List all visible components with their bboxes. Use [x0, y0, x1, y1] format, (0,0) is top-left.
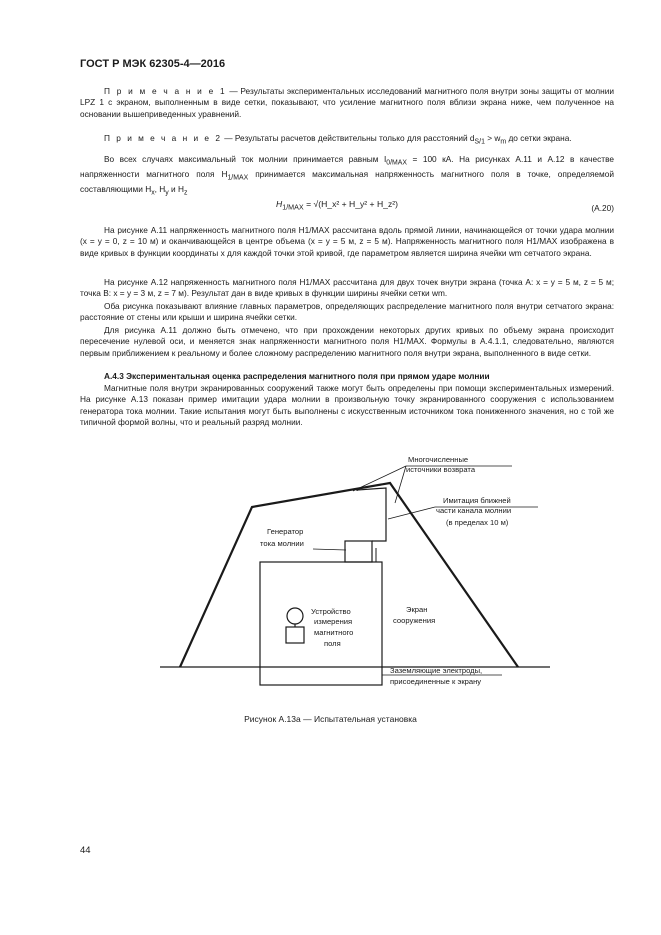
- lightning-channel: [357, 488, 386, 541]
- label-screen-2: сооружения: [393, 616, 436, 625]
- label-channel-1: Имитация ближней: [443, 496, 511, 505]
- label-device-3: магнитного: [314, 628, 354, 637]
- p1-sub-2: 1/MAX: [227, 174, 249, 182]
- document-header: ГОСТ Р МЭК 62305-4—2016: [80, 58, 226, 70]
- label-generator-1: Генератор: [267, 527, 304, 536]
- note-2-label: П р и м е ч а н и е 2: [104, 133, 222, 143]
- note-2-text: — Результаты расчетов действительны только для расстояний d: [221, 133, 475, 143]
- generator-box: [345, 541, 372, 562]
- label-generator-2: тока молнии: [260, 539, 304, 548]
- paragraph-6: Магнитные поля внутри экранированных сооружений также могут быть определены при помощи экспериментальных измерений. На рисунке А.13 показан пример имитации удара молнии в произвольную точку экранированного сооружения с использованием генератора тока молнии. Такие испытания могут быть выполнены с искусственным источником тока пониженного значения, но с той же типичной формой волны, что и реальный разряд молнии.: [80, 383, 614, 428]
- label-screen-1: Экран: [406, 605, 428, 614]
- note-2-end: до сетки экрана.: [506, 133, 572, 143]
- paragraph-2: На рисунке А.11 напряженность магнитного поля H1/MAX рассчитана вдоль прямой линии, начинающейся от точки удара молнии (x = y = 0, z = 10 м) и оканчивающейся в центре объема (x = y = 5 м, z = 5 м). Напряженность магнитного поля H1/MAX изображена в виде кривых в функции координаты x для каждой точки этой кривой, где параметром является ширина ячейки wm сетчатого экрана.: [80, 225, 614, 258]
- p1-sub-z: z: [183, 189, 188, 197]
- note-1: [80, 86, 614, 120]
- paragraph-3: На рисунке А.12 напряженность магнитного поля H1/MAX рассчитана для двух точек внутри экрана (точка А: x = y = 5 м, z = 5 м; точка В: x = y = 3 м, z = 7 м). Результат дан в виде кривых в функции ширины ячейки сетки wm.: [80, 277, 614, 299]
- note-1-text: — Результаты экспериментальных исследований магнитного поля внутри зоны защиты от молнии LPZ 1 с экраном, выполненным в виде сетки, показывают, что усиление магнитного поля вблизи экрана ниже, чем полученное на основании вышеприведенных уравнений.: [80, 86, 614, 119]
- figure-test-setup: [150, 455, 570, 710]
- label-sources-1: Многочисленные: [408, 455, 469, 464]
- p1-sub-1: 0/MAX: [386, 159, 407, 167]
- formula-rhs: = √(H_x² + H_y² + H_z²): [306, 199, 398, 209]
- label-channel-2: части канала молнии: [436, 506, 512, 515]
- formula-lhs-sub: 1/MAX: [282, 203, 304, 212]
- formula-number: (A.20): [591, 203, 614, 213]
- note-2-sub2: m: [500, 138, 507, 146]
- formula-a20: [276, 199, 398, 212]
- label-ground-2: присоединенные к экрану: [390, 677, 482, 686]
- note-2: [80, 133, 614, 148]
- paragraph-4: Оба рисунка показывают влияние главных параметров, определяющих распределение магнитного поля внутри сетчатого экрана: расстояние от стены или крыши и ширина ячейки сетки.: [80, 301, 614, 323]
- paragraph-1: [80, 154, 614, 199]
- p1-part-c: принимается максимальная напряженность магнитного поля в точке, определяемой составляющими H: [80, 169, 614, 195]
- label-device-4: поля: [324, 639, 341, 648]
- label-channel-3: (в пределах 10 м): [446, 518, 509, 527]
- p1-sub-x: x: [151, 189, 155, 197]
- paragraph-5: Для рисунка А.11 должно быть отмечено, что при прохождении некоторых других кривых по объему экрана происходит пересечение нулевой оси, и меняется знак напряженности магнитного поля H1/MAX. Формулы в А.4.1.1, следовательно, являются первым приближением к реальному и более сложному распределению магнитного поля внутри экрана, выполненного в виде сетки.: [80, 325, 614, 358]
- p1-part-d: , H: [154, 184, 166, 195]
- note-2-sub: S/1: [474, 138, 485, 146]
- leader-generator: [313, 549, 346, 550]
- figure-caption: Рисунок А.13а — Испытательная установка: [244, 714, 417, 724]
- label-sources-2: источники возврата: [406, 465, 476, 474]
- p1-part-a: Во всех случаях максимальный ток молнии принимается равным I: [104, 154, 387, 164]
- page-number: 44: [80, 845, 91, 856]
- sensor-body: [286, 627, 304, 643]
- sensor-loop: [287, 608, 303, 624]
- leader-channel-a: [388, 507, 435, 519]
- label-device-2: измерения: [314, 617, 353, 626]
- figure-diagram: [150, 455, 570, 705]
- p1-part-b: = 100 кА. На рисунках А.11 и А.12 в качестве напряженности магнитного поля H: [80, 154, 614, 180]
- p1-sub-y: y: [165, 189, 169, 197]
- label-device-1: Устройство: [311, 607, 351, 616]
- leader-sources-a: [353, 466, 406, 491]
- note-1-label: П р и м е ч а н и е 1: [104, 86, 227, 96]
- p1-part-e: и H: [168, 184, 184, 195]
- label-ground-1: Заземляющие электроды,: [390, 666, 483, 675]
- section-heading: А.4.3 Экспериментальная оценка распределения магнитного поля при прямом ударе молнии: [104, 371, 490, 381]
- note-2-tail: > w: [484, 133, 501, 143]
- formula-lhs: H: [276, 199, 283, 209]
